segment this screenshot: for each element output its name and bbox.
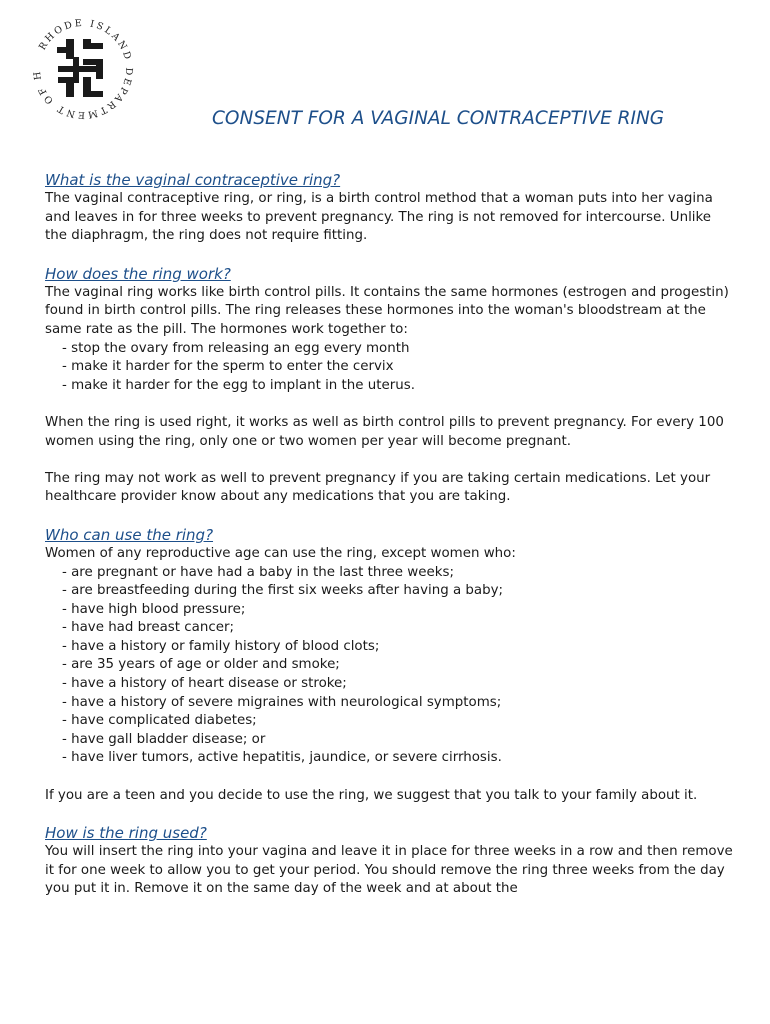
section-heading: What is the vaginal contraceptive ring? [45, 171, 341, 189]
list-item: - make it harder for the sperm to enter the cervix [62, 359, 394, 375]
section-heading: How does the ring work? [45, 264, 231, 283]
section-paragraph: You will insert the ring into your vagina and leave it in place for three weeks in a row and then remove it for one week to allow you to get your period. You should remove the ring three weeks from the day you put it in. Remove it on the same day of the week and at about the [45, 844, 733, 897]
list-item: - are pregnant or have had a baby in the last three weeks; [62, 564, 454, 580]
list-item: - have complicated diabetes; [62, 713, 257, 729]
medications-paragraph: The ring may not work as well to prevent pregnancy if you are taking certain medications. Let your healthcare provider know about any medications that you are taking. [45, 470, 711, 505]
list-item: - have a history of heart disease or stroke; [62, 676, 347, 692]
section-what-is [45, 170, 735, 246]
hormone-effects-list [45, 340, 735, 396]
exclusions-list [45, 564, 735, 769]
ri-doh-seal-icon [28, 14, 138, 124]
section-paragraph: The vaginal ring works like birth control pills. It contains the same hormones (estrogen and progestin) found in birth control pills. The ring releases these hormones into the woman's bloodstream at the same rate as the pill. The hormones work together to: [45, 284, 729, 337]
list-item: - are breastfeeding during the first six weeks after having a baby; [62, 583, 504, 599]
section-heading: How is the ring used? [45, 824, 207, 843]
list-item: - have a history or family history of blood clots; [62, 638, 380, 654]
list-item: - have liver tumors, active hepatitis, jaundice, or severe cirrhosis. [62, 750, 502, 766]
list-item: - have had breast cancer; [62, 620, 234, 636]
section-paragraph: The vaginal contraceptive ring, or ring, is a birth control method that a woman puts into her vagina and leaves in for three weeks to prevent pregnancy. The ring is not removed for intercourse. Unlike the diaphragm, the ring does not require fitting. [45, 191, 713, 244]
ri-doh-seal-logo [28, 14, 138, 124]
list-item: - have a history of severe migraines with neurological symptoms; [62, 694, 502, 710]
section-paragraph: Women of any reproductive age can use the ring, except women who: [45, 545, 516, 561]
list-item: - make it harder for the egg to implant in the uterus. [62, 377, 415, 393]
list-item: - are 35 years of age or older and smoke; [62, 657, 340, 673]
effectiveness-paragraph: When the ring is used right, it works as well as birth control pills to prevent pregnancy. For every 100 women using the ring, only one or two women per year will become pregnant. [45, 414, 724, 449]
page-title: CONSENT FOR A VAGINAL CONTRACEPTIVE RING [212, 108, 665, 129]
list-item: - stop the ovary from releasing an egg every month [62, 340, 410, 356]
teen-paragraph: If you are a teen and you decide to use the ring, we suggest that you talk to your family about it. [45, 787, 698, 803]
list-item: - have gall bladder disease; or [62, 731, 266, 747]
section-who-can-use [45, 525, 735, 805]
section-heading: Who can use the ring? [45, 525, 214, 544]
section-how-works [45, 264, 735, 507]
list-item: - have high blood pressure; [62, 601, 246, 617]
section-how-used [45, 823, 735, 899]
document-body [45, 170, 735, 899]
svg-text:RHODE ISLAND DEPARTMENT OF HEA: RHODE ISLAND DEPARTMENT OF H [31, 17, 135, 121]
